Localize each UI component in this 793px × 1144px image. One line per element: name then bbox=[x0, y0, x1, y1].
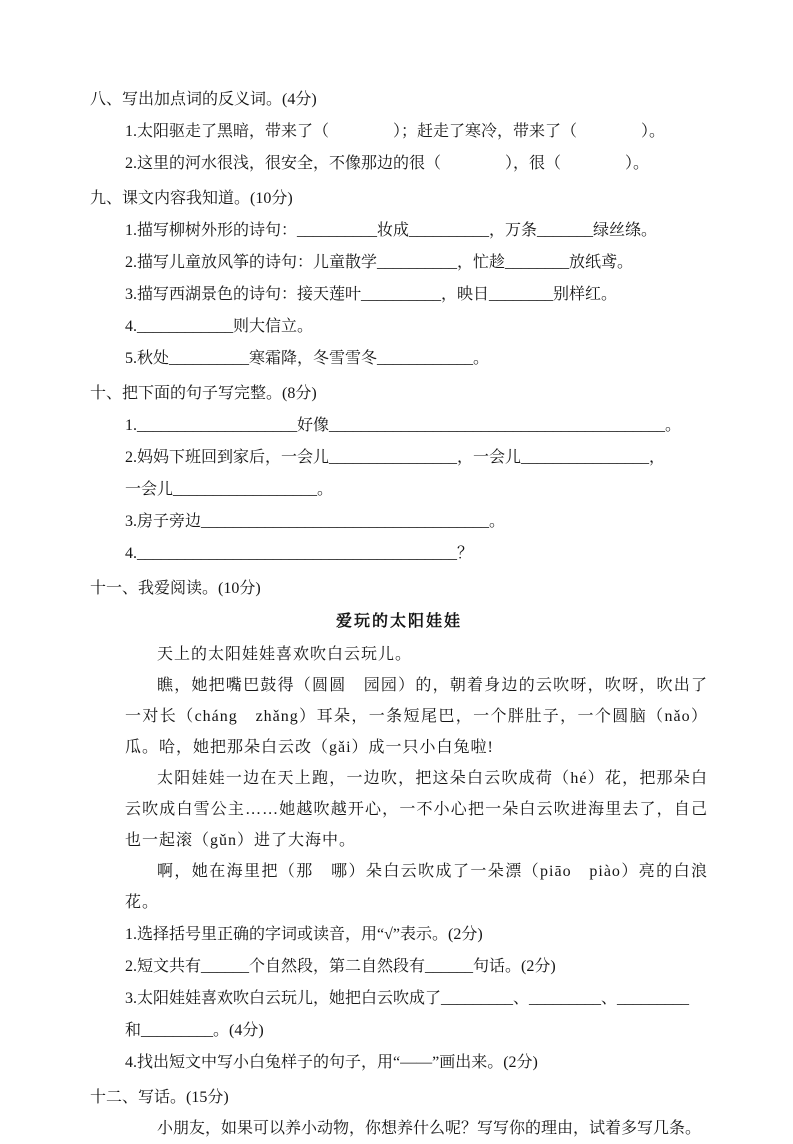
section-11-question-4: 4.找出短文中写小白兔样子的句子，用“——”画出来。(2分) bbox=[125, 1054, 538, 1071]
section-10-item-4: 4.________________________________________？ bbox=[125, 545, 474, 562]
section-12-writing bbox=[90, 1082, 708, 1144]
section-10-item-2-line-1: 2.妈妈下班回到家后，一会儿________________，一会儿________________， bbox=[125, 449, 666, 466]
passage-paragraph-3: 太阳娃娃一边在天上跑，一边吹，把这朵白云吹成荷（hé）花，把那朵白云吹成白雪公主……她越吹越开心，一不小心把一朵白云吹进海里去了，自己也一起滚（gǔn）进了大海中。 bbox=[125, 770, 708, 849]
section-11-heading: 十一、我爱阅读。(10分) bbox=[90, 580, 261, 597]
section-8-item-1: 1.太阳驱走了黑暗，带来了（ ）；赶走了寒冷，带来了（ ）。 bbox=[125, 123, 666, 140]
section-11-question-2: 2.短文共有______个自然段，第二自然段有______句话。(2分) bbox=[125, 958, 556, 975]
reading-passage bbox=[90, 639, 708, 918]
section-8-item-2: 2.这里的河水很浅，很安全，不像那边的很（ ），很（ ）。 bbox=[125, 155, 650, 172]
passage-paragraph-1: 天上的太阳娃娃喜欢吹白云玩儿。 bbox=[157, 646, 413, 663]
section-9-item-5: 5.秋处__________寒霜降，冬雪雪冬____________。 bbox=[125, 350, 490, 367]
section-9-item-1: 1.描写柳树外形的诗句：__________妆成__________，万条_______绿丝绦。 bbox=[125, 222, 658, 239]
section-8-antonyms bbox=[90, 84, 708, 179]
section-12-heading: 十二、写话。(15分) bbox=[90, 1089, 229, 1106]
section-9-item-3: 3.描写西湖景色的诗句：接天莲叶__________，映日________别样红。 bbox=[125, 286, 618, 303]
passage-paragraph-2: 瞧，她把嘴巴鼓得（圆圆 园园）的，朝着身边的云吹呀，吹呀，吹出了一对长（cháng zhǎng）耳朵，一条短尾巴，一个胖肚子，一个圆脑（nǎo）瓜。哈，她把那朵白云改（gǎi）成一只小白兔啦! bbox=[125, 677, 708, 756]
section-10-item-1: 1.____________________好像__________________________________________。 bbox=[125, 417, 682, 434]
section-10-complete-sentences bbox=[90, 378, 708, 569]
section-9-text-recall bbox=[90, 183, 708, 374]
passage-title: 爱玩的太阳娃娃 bbox=[335, 613, 462, 630]
section-11-question-3-line-2: 和_________。(4分) bbox=[125, 1022, 264, 1039]
section-10-heading: 十、把下面的句子写完整。(8分) bbox=[90, 385, 317, 402]
section-11-question-1: 1.选择括号里正确的字词或读音，用“√”表示。(2分) bbox=[125, 926, 483, 943]
section-12-prompt: 小朋友，如果可以养小动物，你想养什么呢？写写你的理由，试着多写几条。 bbox=[157, 1120, 702, 1137]
section-9-heading: 九、课文内容我知道。(10分) bbox=[90, 190, 293, 207]
section-10-item-3: 3.房子旁边____________________________________。 bbox=[125, 513, 506, 530]
section-10-item-2-line-2: 一会儿__________________。 bbox=[125, 481, 334, 498]
section-11-question-3-line-1: 3.太阳娃娃喜欢吹白云玩儿，她把白云吹成了_________、_________、_________ bbox=[125, 990, 690, 1007]
passage-paragraph-4: 啊，她在海里把（那 哪）朵白云吹成了一朵漂（piāo piào）亮的白浪花。 bbox=[125, 863, 708, 911]
section-9-item-2: 2.描写儿童放风筝的诗句：儿童散学__________，忙趁________放纸鸢。 bbox=[125, 254, 634, 271]
section-11-reading bbox=[90, 573, 708, 1078]
section-8-heading: 八、写出加点词的反义词。(4分) bbox=[90, 91, 317, 108]
section-9-item-4: 4.____________则大信立。 bbox=[125, 318, 314, 335]
